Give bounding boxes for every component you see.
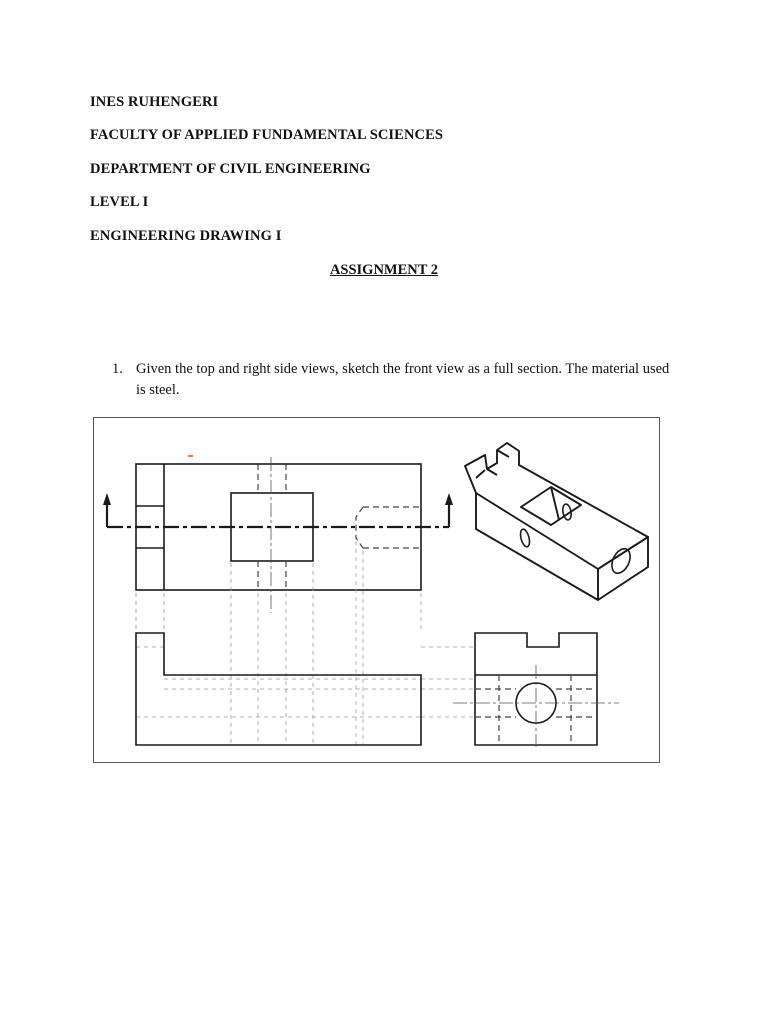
question-number: 1. (112, 361, 123, 377)
department-name: DEPARTMENT OF CIVIL ENGINEERING (90, 161, 371, 177)
projection-lines (136, 541, 473, 745)
level-label: LEVEL I (90, 194, 149, 210)
right-side-view-center-lines (453, 665, 619, 747)
assignment-title: ASSIGNMENT 2 (329, 262, 439, 278)
isometric-holes (519, 503, 634, 576)
institution-name: INES RUHENGERI (90, 94, 219, 110)
course-name: ENGINEERING DRAWING I (90, 228, 282, 244)
question-1 (112, 359, 672, 401)
isometric-view (465, 443, 648, 600)
cutting-plane-arrows (103, 493, 453, 505)
faculty-name: FACULTY OF APPLIED FUNDAMENTAL SCIENCES (90, 127, 444, 143)
engineering-drawing-figure (93, 417, 660, 763)
question-text: Given the top and right side views, sketch the front view as a full section. The material used is steel. (136, 361, 670, 398)
